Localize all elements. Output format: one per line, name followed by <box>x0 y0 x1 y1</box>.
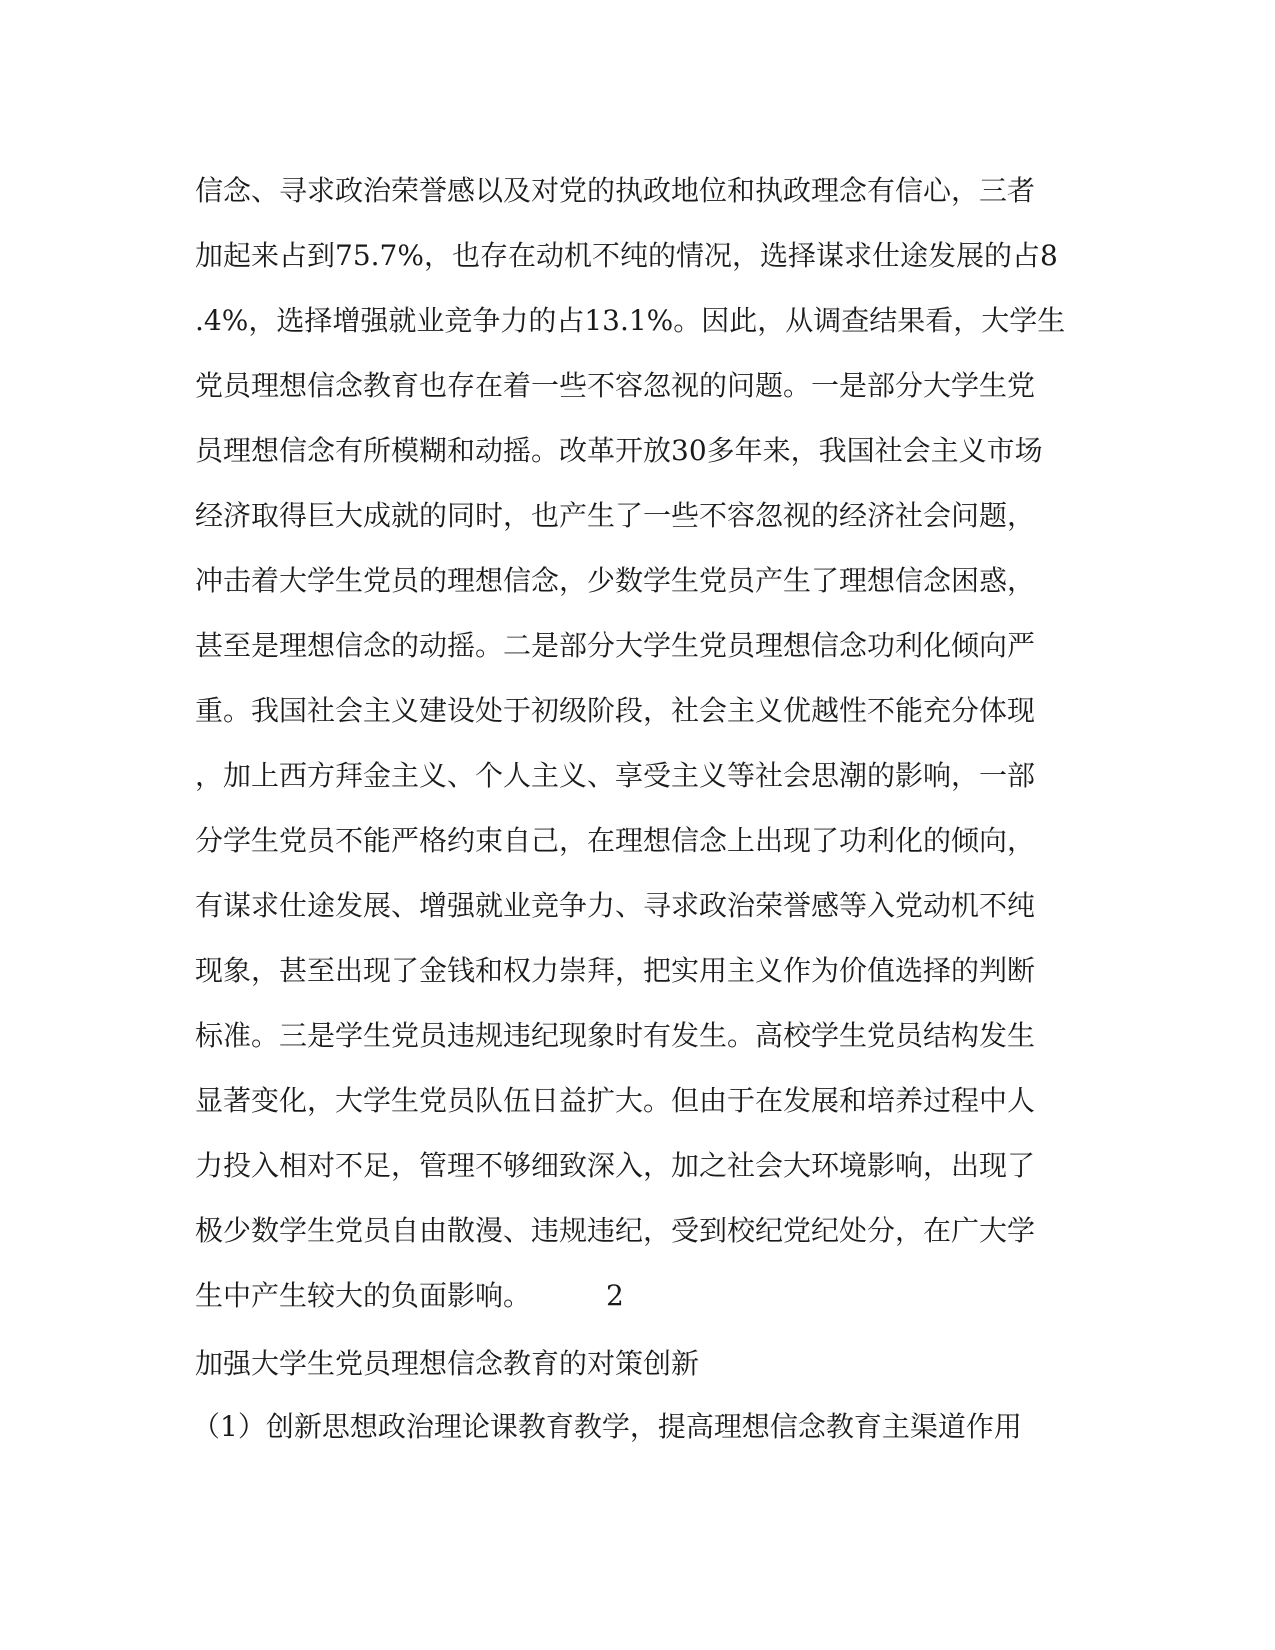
paragraph-line: 员理想信念有所模糊和动摇。改革开放30多年来，我国社会主义市场 <box>195 434 1043 467</box>
paragraph-line: 分学生党员不能严格约束自己，在理想信念上出现了功利化的倾向， <box>195 824 1036 857</box>
paragraph-line: 有谋求仕途发展、增强就业竞争力、寻求政治荣誉感等入党动机不纯 <box>195 889 1036 922</box>
paragraph-last-line <box>195 1273 1095 1338</box>
paragraph-line: 显著变化，大学生党员队伍日益扩大。但由于在发展和培养过程中人 <box>195 1084 1036 1117</box>
subsection-heading: （1）创新思想政治理论课教育教学，提高理想信念教育主渠道作用 <box>192 1410 1022 1443</box>
paragraph-line: 标准。三是学生党员违规违纪现象时有发生。高校学生党员结构发生 <box>195 1019 1036 1052</box>
paragraph-line: 力投入相对不足，管理不够细致深入，加之社会大环境影响，出现了 <box>195 1149 1036 1182</box>
body-paragraph <box>195 168 1095 1338</box>
paragraph-line: 冲击着大学生党员的理想信念，少数学生党员产生了理想信念困惑， <box>195 564 1036 597</box>
paragraph-line: 经济取得巨大成就的同时，也产生了一些不容忽视的经济社会问题， <box>195 499 1036 532</box>
paragraph-line: .4%，选择增强就业竞争力的占13.1%。因此，从调查结果看，大学生 <box>195 304 1066 337</box>
paragraph-line: ，加上西方拜金主义、个人主义、享受主义等社会思潮的影响，一部 <box>195 759 1036 792</box>
paragraph-line: 信念、寻求政治荣誉感以及对党的执政地位和执政理念有信心，三者 <box>195 174 1036 207</box>
paragraph-line: 重。我国社会主义建设处于初级阶段，社会主义优越性不能充分体现 <box>195 694 1036 727</box>
paragraph-line: 甚至是理想信念的动摇。二是部分大学生党员理想信念功利化倾向严 <box>195 629 1036 662</box>
section-heading: 加强大学生党员理想信念教育的对策创新 <box>195 1347 700 1380</box>
paragraph-line: 加起来占到75.7%，也存在动机不纯的情况，选择谋求仕途发展的占8 <box>195 239 1058 272</box>
paragraph-line: 极少数学生党员自由散漫、违规违纪，受到校纪党纪处分，在广大学 <box>195 1214 1036 1247</box>
page-number: 2 <box>606 1279 624 1312</box>
paragraph-line: 生中产生较大的负面影响。 <box>195 1279 532 1312</box>
paragraph-line: 现象，甚至出现了金钱和权力崇拜，把实用主义作为价值选择的判断 <box>195 954 1036 987</box>
paragraph-line: 党员理想信念教育也存在着一些不容忽视的问题。一是部分大学生党 <box>195 369 1036 402</box>
